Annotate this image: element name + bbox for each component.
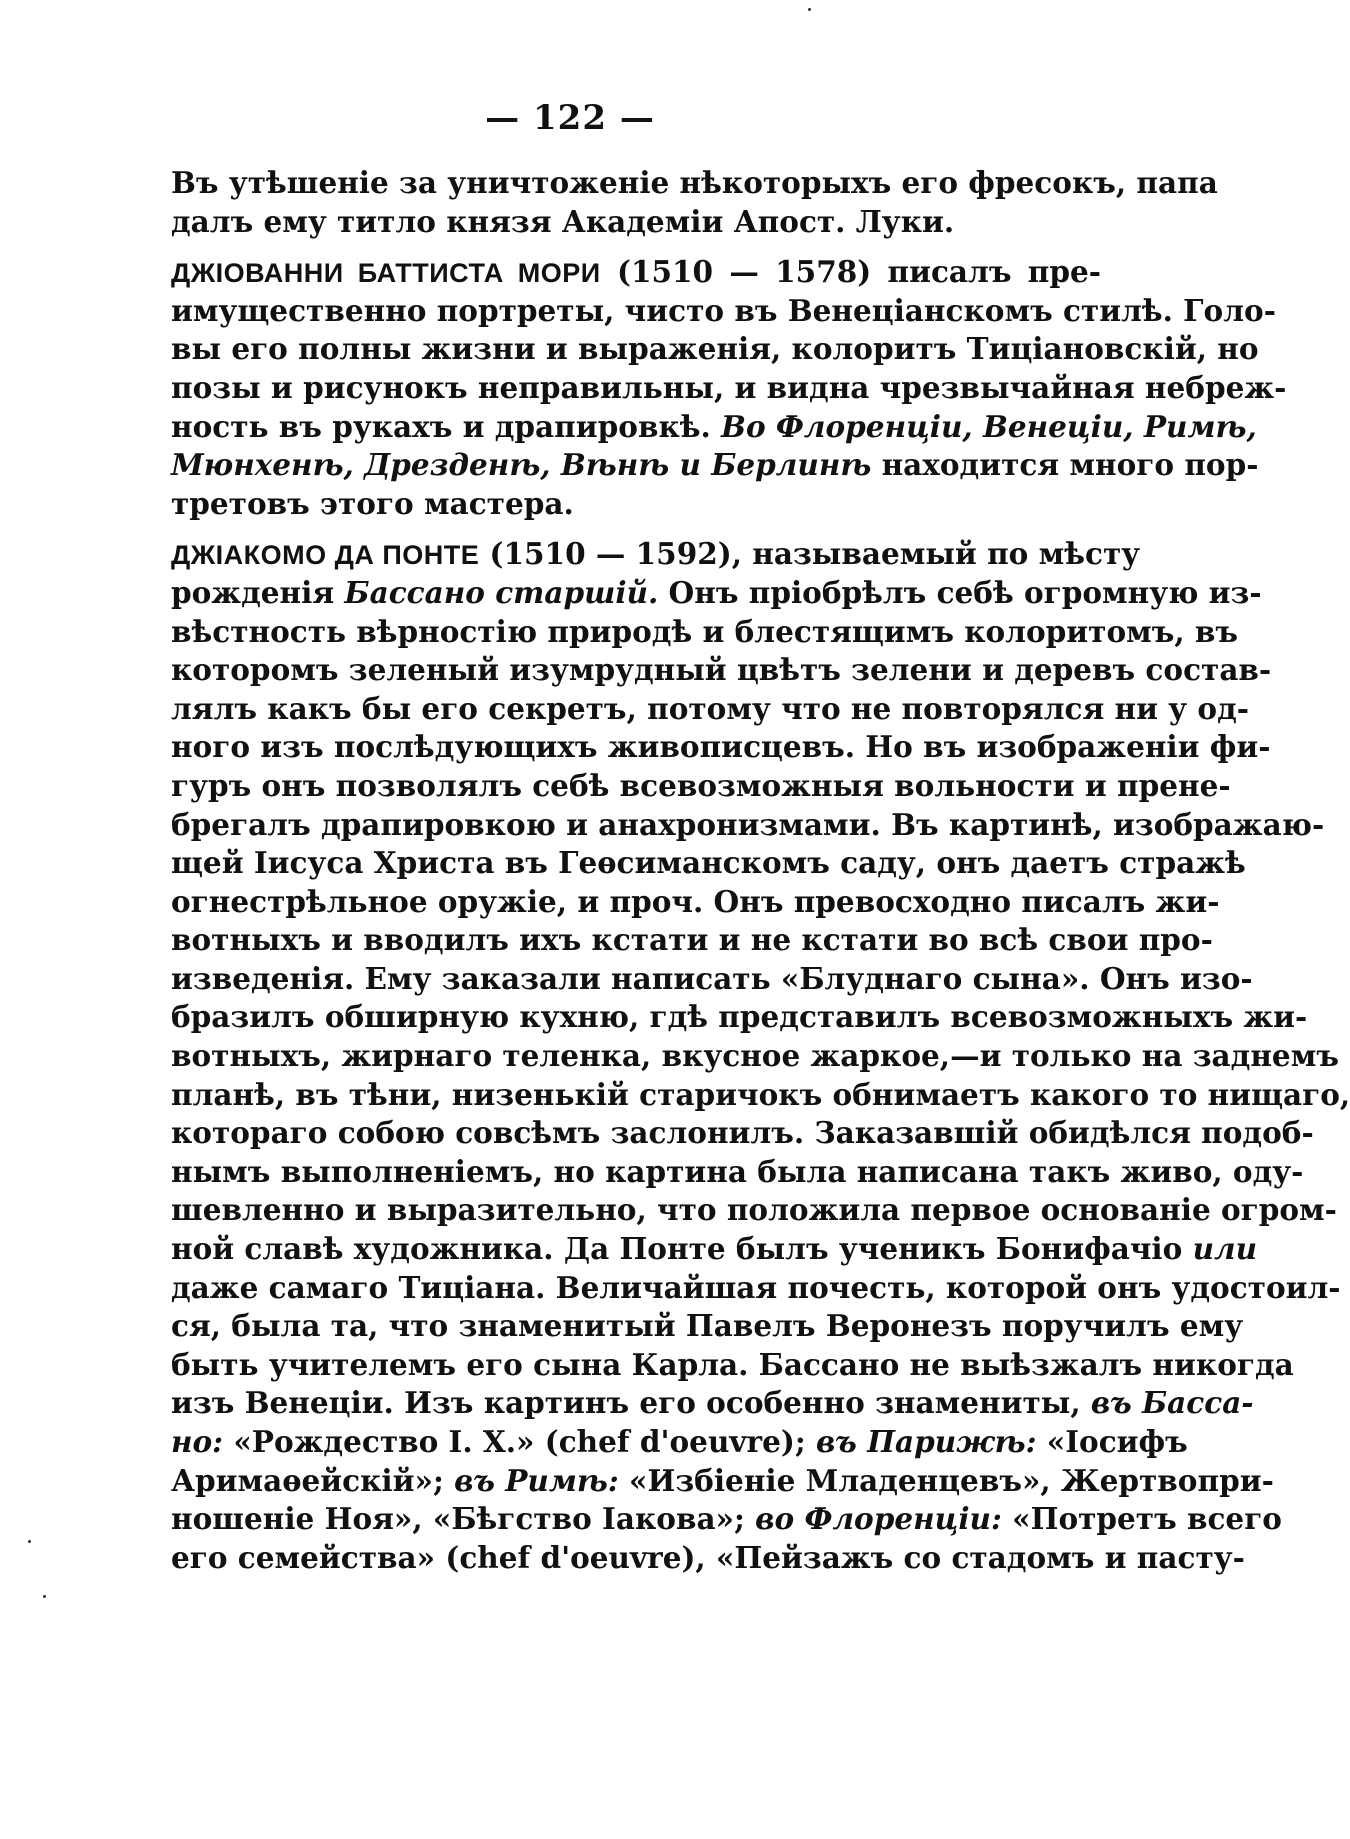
text-line <box>171 767 1231 806</box>
text-line <box>171 369 1287 408</box>
artist-name: ДЖІАКОМО ДА ПОНТЕ <box>171 540 480 571</box>
text-line <box>171 1269 1341 1308</box>
text-run: далъ ему титло князя Академіи Апост. Луки. <box>171 203 955 239</box>
text-run: изведенія. Ему заказали написать «Блуднаго сына». Онъ изо- <box>171 960 1253 996</box>
text-run: находится много пор- <box>871 447 1259 483</box>
italic-text: или <box>1192 1231 1258 1267</box>
text-run: вотныхъ, жирнаго теленка, вкусное жаркое,—и только на заднемъ <box>171 1038 1339 1074</box>
text-run: гуръ онъ позволялъ себѣ всевозможныя вольности и прене- <box>171 767 1231 803</box>
text-run: имущественно портреты, чисто въ Венеціанскомъ стилѣ. Голо- <box>171 292 1276 328</box>
text-run: планѣ, въ тѣни, низенькій старичокъ обнимаетъ какого то нищаго, <box>171 1076 1350 1112</box>
text-run: лялъ какъ бы его секретъ, потому что не повторялся ни у од- <box>171 690 1250 726</box>
text-run: (1510 — 1592), называемый по мѣсту <box>479 536 1141 572</box>
text-line <box>171 921 1213 960</box>
text-run: ного изъ послѣдующихъ живописцевъ. Но въ изображеніи фи- <box>171 729 1271 765</box>
text-line <box>171 574 1262 613</box>
text-line <box>171 960 1253 999</box>
text-line <box>171 1230 1258 1269</box>
text-line <box>171 485 1101 524</box>
body-text <box>171 164 1350 1577</box>
print-speck <box>808 8 811 11</box>
text-line <box>171 408 1257 447</box>
text-line <box>171 613 1239 652</box>
text-line <box>171 446 1259 485</box>
text-run: вотныхъ и вводилъ ихъ кстати и не кстати во всѣ свои про- <box>171 922 1213 958</box>
italic-text: въ Римѣ: <box>454 1462 619 1498</box>
text-run: щей Іисуса Христа въ Геѳсиманскомъ саду, онъ даетъ стражѣ <box>171 845 1246 881</box>
text-run: «Рождество І. Х.» (chef d'oeuvre); <box>223 1424 816 1459</box>
text-line <box>171 1384 1254 1423</box>
text-run: огнестрѣльное оружіе, и проч. Онъ превосходно писалъ жи- <box>171 883 1220 919</box>
text-line <box>171 1346 1294 1385</box>
text-line <box>171 1153 1304 1192</box>
text-run: шевленно и выразительно, что положила первое основаніе огром- <box>171 1192 1337 1228</box>
text-run: его семейства» (chef d'oeuvre), «Пейзажъ со стадомъ и пасту- <box>171 1539 1245 1575</box>
text-run: ность въ рукахъ и драпировкѣ. <box>171 408 722 444</box>
text-line <box>171 1462 1274 1501</box>
text-line <box>171 1307 1244 1346</box>
text-line <box>171 883 1220 922</box>
text-run: Въ утѣшеніе за уничтоженіе нѣкоторыхъ его фресокъ, папа <box>171 165 1218 200</box>
text-run: быть учителемъ его сына Карла. Бассано не выѣзжалъ никогда <box>171 1346 1294 1382</box>
italic-text: въ Басса- <box>1090 1385 1254 1421</box>
text-line <box>171 1423 1188 1462</box>
text-run: «Потретъ всего <box>1001 1501 1282 1537</box>
text-run: вѣстность вѣрностію природѣ и блестящимъ колоритомъ, въ <box>171 613 1239 649</box>
text-run: «Избіеніе Младенцевъ», Жертвопри- <box>618 1462 1274 1498</box>
paragraph <box>171 535 1350 1577</box>
text-run: которомъ зеленый изумрудный цвѣтъ зелени и деревъ состав- <box>171 652 1272 688</box>
text-run: ной славѣ художника. Да Понте былъ ученикъ Бонифачіо <box>171 1231 1193 1267</box>
text-run: «Іосифъ <box>1036 1424 1188 1459</box>
text-run: изъ Венеціи. Изъ картинъ его особенно знамениты, <box>171 1385 1091 1421</box>
text-line <box>171 203 1101 242</box>
text-line <box>171 164 1218 203</box>
text-run: нымъ выполненіемъ, но картина была написана такъ живо, оду- <box>171 1153 1304 1189</box>
italic-text: Во Флоренціи, Венеціи, Римѣ, <box>721 408 1257 444</box>
text-run: брегалъ драпировкою и анахронизмами. Въ картинѣ, изображаю- <box>171 806 1325 842</box>
text-run: позы и рисунокъ неправильны, и видна чрезвычайная небреж- <box>171 369 1287 405</box>
paragraph <box>171 253 1287 523</box>
text-line <box>171 1539 1245 1578</box>
italic-text: Бассано старшій. <box>344 574 659 610</box>
text-line <box>171 651 1272 690</box>
text-line <box>171 844 1246 883</box>
text-line <box>171 330 1259 369</box>
text-line <box>171 535 1141 574</box>
text-run: рожденія <box>171 574 345 610</box>
paragraph <box>171 164 1218 241</box>
text-run: ся, была та, что знаменитый Павелъ Веронезъ поручилъ ему <box>171 1308 1244 1344</box>
print-speck <box>43 1595 46 1598</box>
text-run: Аримаѳейскій»; <box>171 1462 455 1498</box>
text-line <box>171 1037 1339 1076</box>
text-line <box>171 1191 1337 1230</box>
text-line <box>171 998 1308 1037</box>
text-line <box>171 1114 1314 1153</box>
text-run: даже самаго Тиціана. Величайшая почесть, которой онъ удостоил- <box>171 1269 1341 1305</box>
italic-text: въ Парижѣ: <box>815 1424 1037 1459</box>
text-run: третовъ этого мастера. <box>171 485 574 521</box>
text-run: вы его полны жизни и выраженія, колоритъ Тиціановскій, но <box>171 331 1259 367</box>
artist-name: ДЖІОВАННИ БАТТИСТА МОРИ <box>171 258 601 289</box>
italic-text: но: <box>171 1424 224 1459</box>
text-line <box>171 1076 1350 1115</box>
print-speck <box>28 1540 31 1543</box>
text-line <box>171 253 1101 292</box>
italic-text: во Флоренціи: <box>755 1501 1002 1537</box>
italic-text: Мюнхенѣ, Дрезденѣ, Вѣнѣ и Берлинѣ <box>171 447 872 483</box>
text-run: (1510 — 1578) писалъ пре- <box>600 254 1101 290</box>
text-line <box>171 690 1250 729</box>
text-line <box>171 292 1276 331</box>
text-run: котораго собою совсѣмъ заслонилъ. Заказавшій обидѣлся подоб- <box>171 1115 1314 1151</box>
text-run: Онъ пріобрѣлъ себѣ огромную из- <box>658 574 1262 610</box>
paragraph-gap <box>171 523 1101 535</box>
text-run: ношеніе Ноя», «Бѣгство Іакова»; <box>171 1501 756 1537</box>
text-line <box>171 806 1325 845</box>
text-line <box>171 728 1271 767</box>
paragraph-gap <box>171 241 1101 253</box>
page-number: — 122 — <box>485 98 655 138</box>
text-run: бразилъ обширную кухню, гдѣ представилъ всевозможныхъ жи- <box>171 999 1308 1035</box>
text-line <box>171 1500 1282 1539</box>
